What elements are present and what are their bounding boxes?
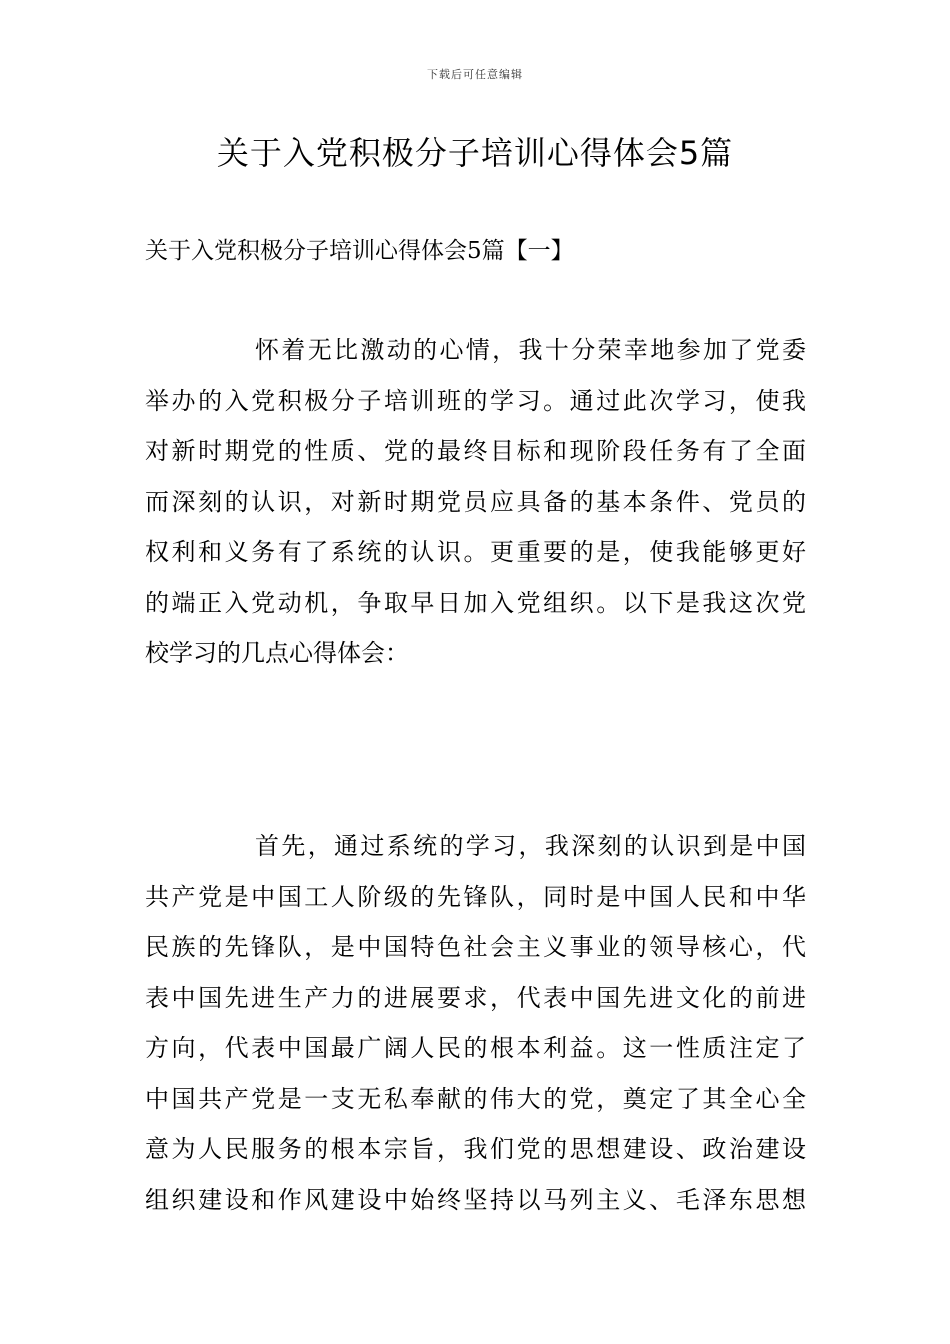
paragraph-line: 表中国先进生产力的进展要求，代表中国先进文化的前进 [145,983,806,1012]
paragraph-line: 怀着无比激动的心情，我十分荣幸地参加了党委 [255,336,806,364]
section-heading: 关于入党积极分子培训心得体会5篇【一】 [145,238,574,264]
paragraph-line: 意为人民服务的根本宗旨，我们党的思想建设、政治建设 [145,1135,806,1163]
paragraph-line: 而深刻的认识，对新时期党员应具备的基本条件、党员的 [145,487,806,516]
paragraph-line: 民族的先锋队，是中国特色社会主义事业的领导核心，代 [145,933,806,961]
paragraph-line: 组织建设和作风建设中始终坚持以马列主义、毛泽东思想 [145,1185,806,1214]
paragraph-line: 首先，通过系统的学习，我深刻的认识到是中国 [255,832,806,860]
paragraph-line: 方向，代表中国最广阔人民的根本利益。这一性质注定了 [145,1034,806,1062]
header-note: 下载后可任意编辑 [427,68,523,81]
paragraph-line: 举办的入党积极分子培训班的学习。通过此次学习，使我 [145,386,806,415]
paragraph-line: 权利和义务有了系统的认识。更重要的是，使我能够更好 [145,538,806,566]
document-title: 关于入党积极分子培训心得体会5篇 [216,134,734,172]
paragraph-line: 的端正入党动机，争取早日加入党组织。以下是我这次党 [145,588,806,617]
paragraph-line: 校学习的几点心得体会： [145,639,409,667]
paragraph-line: 共产党是中国工人阶级的先锋队，同时是中国人民和中华 [145,882,806,911]
paragraph-line: 中国共产党是一支无私奉献的伟大的党，奠定了其全心全 [145,1084,806,1113]
paragraph-intro [145,325,806,679]
paragraph-line: 对新时期党的性质、党的最终目标和现阶段任务有了全面 [145,437,806,465]
paragraph-first-point [145,821,806,1225]
